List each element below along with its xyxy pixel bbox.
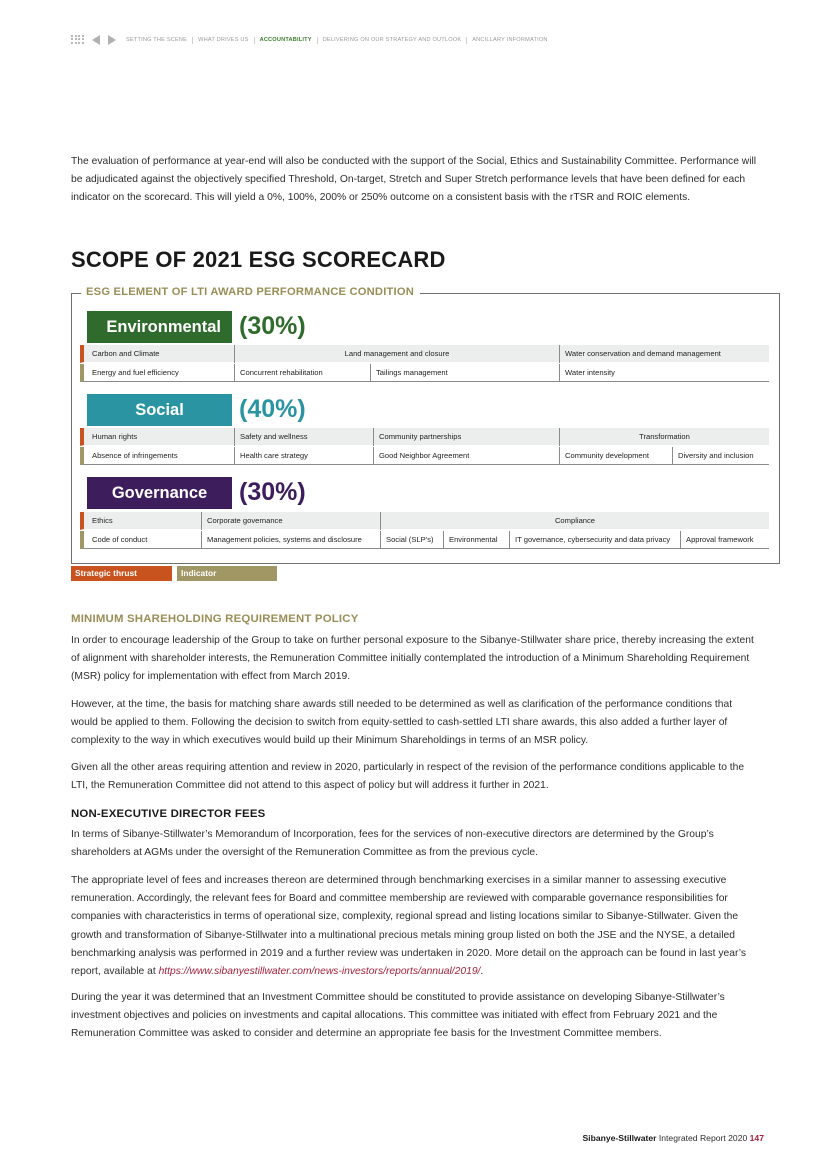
ned-fees-heading: NON-EXECUTIVE DIRECTOR FEES bbox=[71, 808, 266, 820]
indicator-cell: Diversity and inclusion bbox=[672, 447, 769, 465]
social-weight: (40%) bbox=[239, 395, 306, 423]
page-footer bbox=[582, 1133, 764, 1143]
environmental-weight: (30%) bbox=[239, 312, 306, 340]
thrust-cell: Compliance bbox=[380, 512, 769, 530]
ned-paragraph-3: During the year it was determined that an Investment Committee should be constituted to provide assistance on developing Sibanye-Stillwater’s investment objectives and policies on investments and capital allocations. This committee was initiated with effect from February 2021 and the Remuneration Committee was asked to consider and determine an appropriate fee basis for the Investment Committee members. bbox=[71, 992, 725, 1040]
ned-paragraph-2-end: . bbox=[480, 966, 484, 978]
legend-indicator: Indicator bbox=[177, 566, 277, 581]
environmental-thrust-row bbox=[80, 345, 769, 363]
environmental-category-label: Environmental bbox=[87, 311, 232, 343]
governance-indicator-row bbox=[80, 531, 769, 549]
msr-paragraph-3: Given all the other areas requiring attention and review in 2020, particularly in respect of the revision of the performance conditions applicable to the LTI, the Remuneration Committee did not attend to this aspect of policy but will address it further in 2021. bbox=[71, 762, 745, 792]
thrust-cell: Land management and closure bbox=[234, 345, 559, 363]
indicator-cell: Absence of infringements bbox=[92, 451, 178, 460]
indicator-cell: Approval framework bbox=[680, 531, 769, 549]
nav-divider bbox=[192, 37, 193, 44]
top-navigation bbox=[71, 34, 548, 46]
nav-accountability[interactable]: ACCOUNTABILITY bbox=[259, 37, 312, 43]
indicator-cell: Management policies, systems and disclosure bbox=[201, 531, 380, 549]
footer-brand: Sibanye-Stillwater bbox=[582, 1133, 657, 1143]
indicator-cell: Social (SLP’s) bbox=[380, 531, 443, 549]
thrust-cell: Human rights bbox=[92, 432, 138, 441]
indicator-cell: Good Neighbor Agreement bbox=[373, 447, 559, 465]
next-page-arrow-icon[interactable] bbox=[108, 35, 116, 45]
ned-paragraph-2 bbox=[71, 872, 761, 981]
social-thrust-row bbox=[80, 428, 769, 446]
governance-thrust-row bbox=[80, 512, 769, 530]
thrust-cell: Ethics bbox=[92, 516, 113, 525]
thrust-cell: Water conservation and demand management bbox=[559, 345, 769, 363]
governance-weight: (30%) bbox=[239, 478, 306, 506]
environmental-indicator-row bbox=[80, 364, 769, 382]
nav-delivering-on-strategy[interactable]: DELIVERING ON OUR STRATEGY AND OUTLOOK bbox=[322, 37, 462, 43]
intro-paragraph: The evaluation of performance at year-end will also be conducted with the support of the Social, Ethics and Sustainability Committee. Performance will be adjudicated against the objectively specified Threshold, On-target, Stretch and Super Stretch performance levels that have been defined for each indicator on the scorecard. This will yield a 0%, 100%, 200% or 250% outcome on a consistent basis with the rTSR and ROIC elements. bbox=[71, 156, 757, 204]
nav-divider bbox=[254, 37, 255, 44]
social-category-label: Social bbox=[87, 394, 232, 426]
ned-paragraph-2-text: The appropriate level of fees and increases thereon are determined through benchmarking exercises in a similar manner to assessing executive remuneration. Accordingly, the relevant fees for Board and committee membership are reviewed with comparable governance responsibilities for companies with characteristics in terms of operational size, complexity, regional spread and listing locations similar to Sibanye-Stillwater. Given the growth and transformation of Sibanye-Stillwater into a multinational precious metals mining group listed on both the JSE and the NYSE, a detailed benchmarking analysis was performed in 2019 and a further review was undertaken in 2020. More detail on the approach can be found in last year’s report, available at bbox=[71, 875, 747, 978]
msr-heading: MINIMUM SHAREHOLDING REQUIREMENT POLICY bbox=[71, 613, 359, 625]
previous-page-arrow-icon[interactable] bbox=[92, 35, 100, 45]
nav-divider bbox=[466, 37, 467, 44]
nav-divider bbox=[317, 37, 318, 44]
thrust-cell: Corporate governance bbox=[201, 512, 380, 530]
nav-setting-the-scene[interactable]: SETTING THE SCENE bbox=[126, 37, 188, 43]
ned-paragraph-1: In terms of Sibanye-Stillwater’s Memorandum of Incorporation, fees for the services of non-executive directors are determined by the Group’s shareholders at AGMs under the oversight of the Remuneration Committee as from the previous cycle. bbox=[71, 829, 714, 859]
annual-report-2019-link[interactable]: https://www.sibanyestillwater.com/news-investors/reports/annual/2019/ bbox=[158, 966, 481, 978]
indicator-cell: Tailings management bbox=[370, 364, 559, 382]
indicator-cell: Health care strategy bbox=[234, 447, 373, 465]
page-number: 147 bbox=[749, 1133, 764, 1143]
thrust-cell: Safety and wellness bbox=[234, 428, 373, 446]
nav-what-drives-us[interactable]: WHAT DRIVES US bbox=[198, 37, 249, 43]
thrust-cell: Transformation bbox=[559, 428, 769, 446]
indicator-cell: Community development bbox=[559, 447, 672, 465]
indicator-cell: Environmental bbox=[443, 531, 509, 549]
indicator-cell: IT governance, cybersecurity and data privacy bbox=[509, 531, 680, 549]
nav-ancillary-information[interactable]: ANCILLARY INFORMATION bbox=[472, 37, 548, 43]
grid-menu-icon[interactable] bbox=[71, 35, 84, 46]
scorecard-title: SCOPE OF 2021 ESG SCORECARD bbox=[71, 247, 446, 272]
indicator-cell: Energy and fuel efficiency bbox=[92, 368, 179, 377]
msr-paragraph-1: In order to encourage leadership of the Group to take on further personal exposure to the Sibanye-Stillwater share price, thereby increasing the extent of alignment with shareholder interests, the Remuneration Committee initially contemplated the introduction of a Minimum Shareholding Requirement (MSR) policy for implementation with effect from March 2019. bbox=[71, 635, 754, 683]
indicator-cell: Code of conduct bbox=[92, 535, 148, 544]
indicator-cell: Water intensity bbox=[559, 364, 769, 382]
governance-category-label: Governance bbox=[87, 477, 232, 509]
legend-strategic-thrust: Strategic thrust bbox=[71, 566, 172, 581]
indicator-cell: Concurrent rehabilitation bbox=[234, 364, 370, 382]
footer-report-name: Integrated Report 2020 bbox=[658, 1133, 748, 1143]
thrust-cell: Community partnerships bbox=[373, 428, 559, 446]
scorecard-frame-label: ESG ELEMENT OF LTI AWARD PERFORMANCE CONDITION bbox=[81, 286, 420, 298]
msr-paragraph-2: However, at the time, the basis for matching share awards still needed to be determined as well as clarification of the performance conditions that would be applied to them. Following the decision to switch from equity-settled to cash-settled LTI share awards, this also added a further layer of complexity to the way in which executives would build up their Minimum Shareholdings in terms of an MSR policy. bbox=[71, 699, 733, 747]
social-indicator-row bbox=[80, 447, 769, 465]
thrust-cell: Carbon and Climate bbox=[92, 349, 160, 358]
